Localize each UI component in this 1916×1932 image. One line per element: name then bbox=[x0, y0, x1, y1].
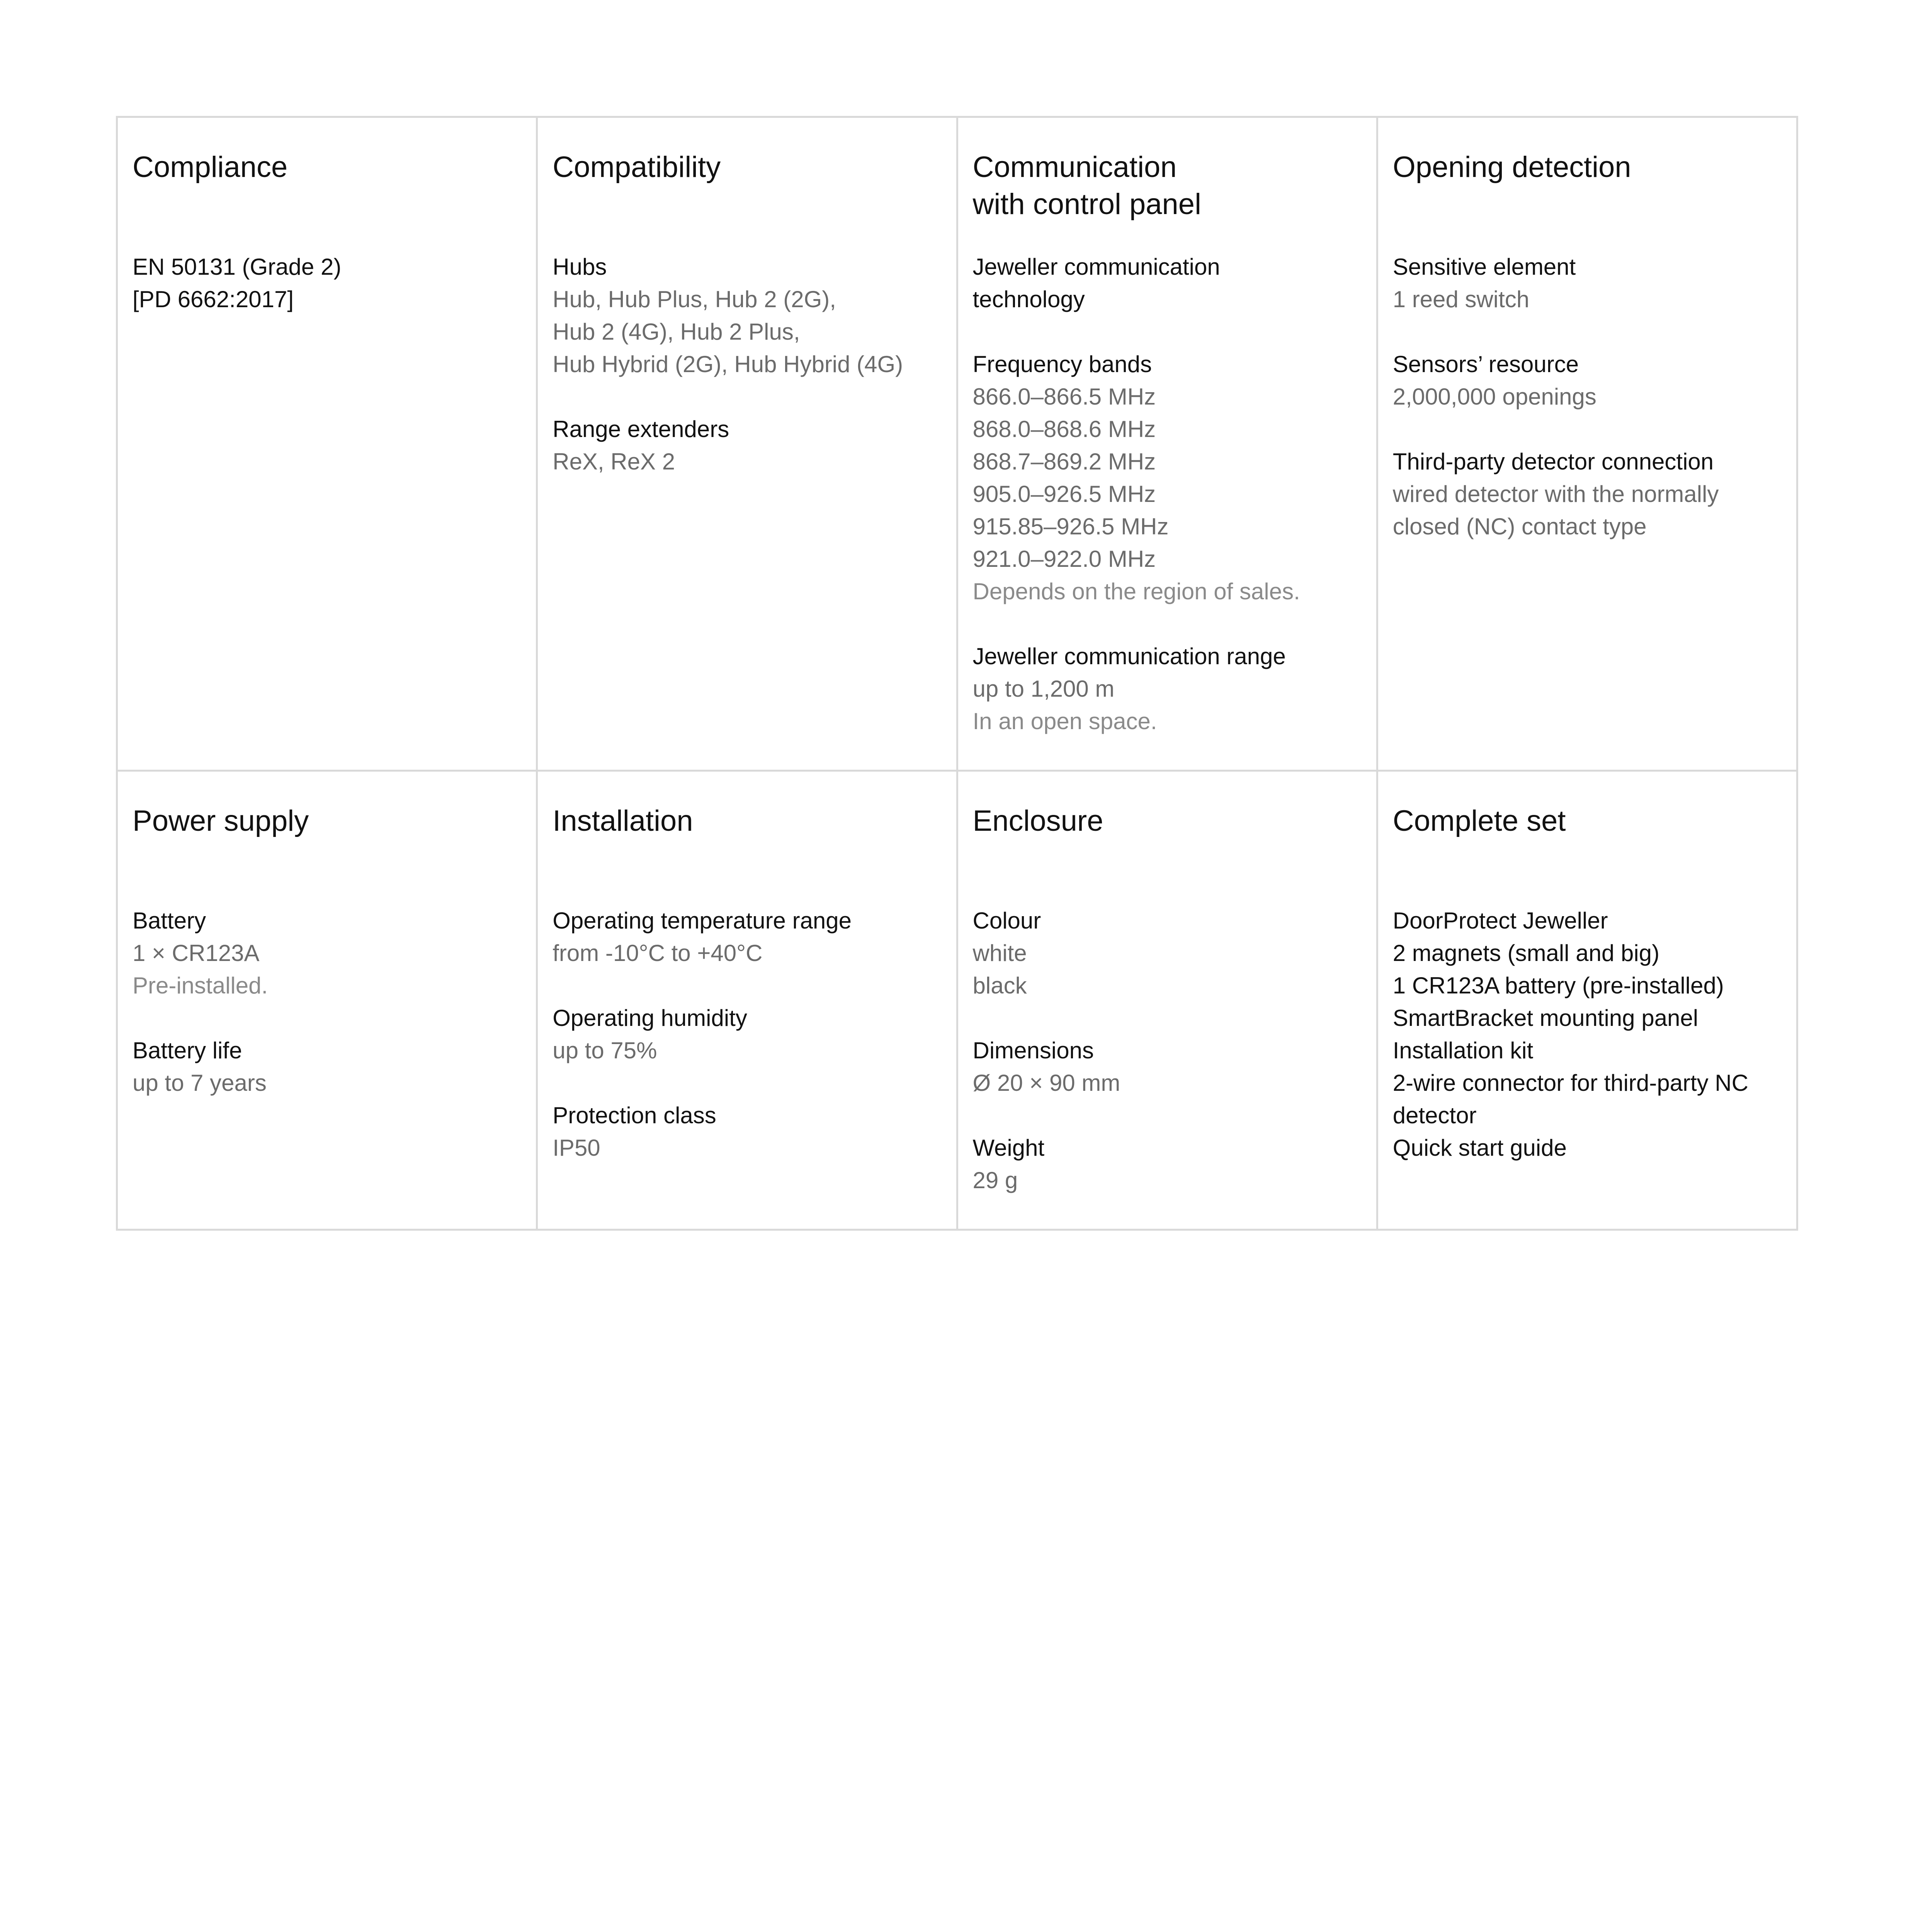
section-opening-detection bbox=[1378, 118, 1798, 772]
spec-value: ReX, ReX 2 bbox=[553, 449, 675, 474]
spec-line: [PD 6662:2017] bbox=[133, 286, 294, 312]
spec-group-weight bbox=[973, 1132, 1362, 1197]
section-title: Complete set bbox=[1392, 804, 1566, 837]
spec-value: closed (NC) contact type bbox=[1392, 514, 1647, 539]
section-title: Power supply bbox=[133, 804, 309, 837]
set-item: DoorProtect Jeweller bbox=[1392, 908, 1608, 934]
section-title-line: with control panel bbox=[972, 188, 1201, 221]
spec-value: Hub Hybrid (2G), Hub Hybrid (4G) bbox=[553, 351, 903, 377]
spec-label: technology bbox=[972, 286, 1085, 312]
spec-value: Hub 2 (4G), Hub 2 Plus, bbox=[553, 319, 800, 345]
spec-group-technology bbox=[973, 251, 1362, 316]
spec-value: 866.0–866.5 MHz bbox=[972, 384, 1156, 410]
spec-label: Jeweller communication range bbox=[972, 643, 1286, 669]
spec-group-humidity bbox=[553, 1002, 941, 1067]
section-title: Installation bbox=[553, 804, 693, 837]
spec-value: up to 1,200 m bbox=[972, 676, 1115, 702]
set-item: SmartBracket mounting panel bbox=[1392, 1005, 1698, 1031]
spec-label: Sensors’ resource bbox=[1392, 351, 1579, 377]
spec-value: up to 75% bbox=[553, 1037, 657, 1063]
spec-value: Ø 20 × 90 mm bbox=[972, 1070, 1120, 1096]
spec-group-dimensions bbox=[973, 1034, 1362, 1099]
spec-value: 868.7–869.2 MHz bbox=[972, 449, 1156, 474]
spec-value: 2,000,000 openings bbox=[1392, 384, 1596, 410]
spec-value: 1 reed switch bbox=[1392, 286, 1530, 312]
spec-line: EN 50131 (Grade 2) bbox=[133, 254, 342, 280]
spec-label: Sensitive element bbox=[1392, 254, 1576, 280]
section-title bbox=[973, 149, 1362, 251]
spec-label: Battery life bbox=[133, 1037, 242, 1063]
spec-value: 905.0–926.5 MHz bbox=[972, 481, 1156, 507]
spec-value: 1 × CR123A bbox=[133, 940, 260, 966]
spec-label: Jeweller communication bbox=[972, 254, 1220, 280]
spec-note: Pre-installed. bbox=[133, 973, 268, 998]
section-compatibility bbox=[538, 118, 958, 772]
spec-group-colour bbox=[973, 905, 1362, 1002]
spec-value: white bbox=[972, 940, 1027, 966]
spec-label: Hubs bbox=[553, 254, 607, 280]
spec-group-sensors-resource bbox=[1393, 348, 1782, 413]
section-complete-set bbox=[1378, 772, 1798, 1231]
section-title: Compliance bbox=[133, 151, 288, 184]
spec-group bbox=[1393, 905, 1782, 1164]
spec-label: Dimensions bbox=[972, 1037, 1094, 1063]
section-title-line: Communication bbox=[972, 151, 1177, 184]
spec-group-range bbox=[973, 640, 1362, 738]
spec-value: IP50 bbox=[553, 1135, 600, 1161]
section-compliance bbox=[118, 118, 538, 772]
spec-group-battery bbox=[133, 905, 521, 1002]
section-installation bbox=[538, 772, 958, 1231]
set-item: 1 CR123A battery (pre-installed) bbox=[1392, 973, 1724, 998]
set-item: detector bbox=[1392, 1102, 1477, 1128]
section-title: Enclosure bbox=[972, 804, 1103, 837]
spec-label: Weight bbox=[972, 1135, 1045, 1161]
spec-group bbox=[133, 251, 521, 316]
spec-group-frequency-bands bbox=[973, 348, 1362, 608]
spec-label: Frequency bands bbox=[972, 351, 1152, 377]
spec-label: Colour bbox=[972, 908, 1041, 934]
spec-note: Depends on the region of sales. bbox=[972, 578, 1300, 604]
spec-label: Protection class bbox=[553, 1102, 716, 1128]
section-enclosure bbox=[958, 772, 1378, 1231]
spec-group-hubs bbox=[553, 251, 941, 381]
spec-group-sensitive-element bbox=[1393, 251, 1782, 316]
set-item: 2 magnets (small and big) bbox=[1392, 940, 1660, 966]
spec-group-battery-life bbox=[133, 1034, 521, 1099]
set-item: Installation kit bbox=[1392, 1037, 1533, 1063]
spec-value: from -10°C to +40°C bbox=[553, 940, 763, 966]
spec-label: Battery bbox=[133, 908, 206, 934]
spec-value: 921.0–922.0 MHz bbox=[972, 546, 1156, 572]
section-power-supply bbox=[118, 772, 538, 1231]
spec-value: up to 7 years bbox=[133, 1070, 267, 1096]
spec-note: In an open space. bbox=[972, 708, 1157, 734]
spec-value: wired detector with the normally bbox=[1392, 481, 1719, 507]
section-communication bbox=[958, 118, 1378, 772]
spec-group-third-party bbox=[1393, 446, 1782, 543]
spec-label: Operating humidity bbox=[553, 1005, 747, 1031]
section-title: Compatibility bbox=[553, 151, 721, 184]
spec-label: Operating temperature range bbox=[553, 908, 852, 934]
spec-group-range-extenders bbox=[553, 413, 941, 478]
set-item: Quick start guide bbox=[1392, 1135, 1567, 1161]
spec-value: Hub, Hub Plus, Hub 2 (2G), bbox=[553, 286, 836, 312]
set-item: 2-wire connector for third-party NC bbox=[1392, 1070, 1749, 1096]
spec-label: Third-party detector connection bbox=[1392, 449, 1714, 474]
spec-grid bbox=[116, 116, 1798, 1231]
spec-label: Range extenders bbox=[553, 416, 729, 442]
spec-group-protection bbox=[553, 1099, 941, 1164]
section-title: Opening detection bbox=[1392, 151, 1631, 184]
spec-value: 29 g bbox=[972, 1167, 1018, 1193]
spec-value: 915.85–926.5 MHz bbox=[972, 514, 1169, 539]
spec-value: 868.0–868.6 MHz bbox=[972, 416, 1156, 442]
spec-group-temperature bbox=[553, 905, 941, 969]
spec-value: black bbox=[972, 973, 1027, 998]
